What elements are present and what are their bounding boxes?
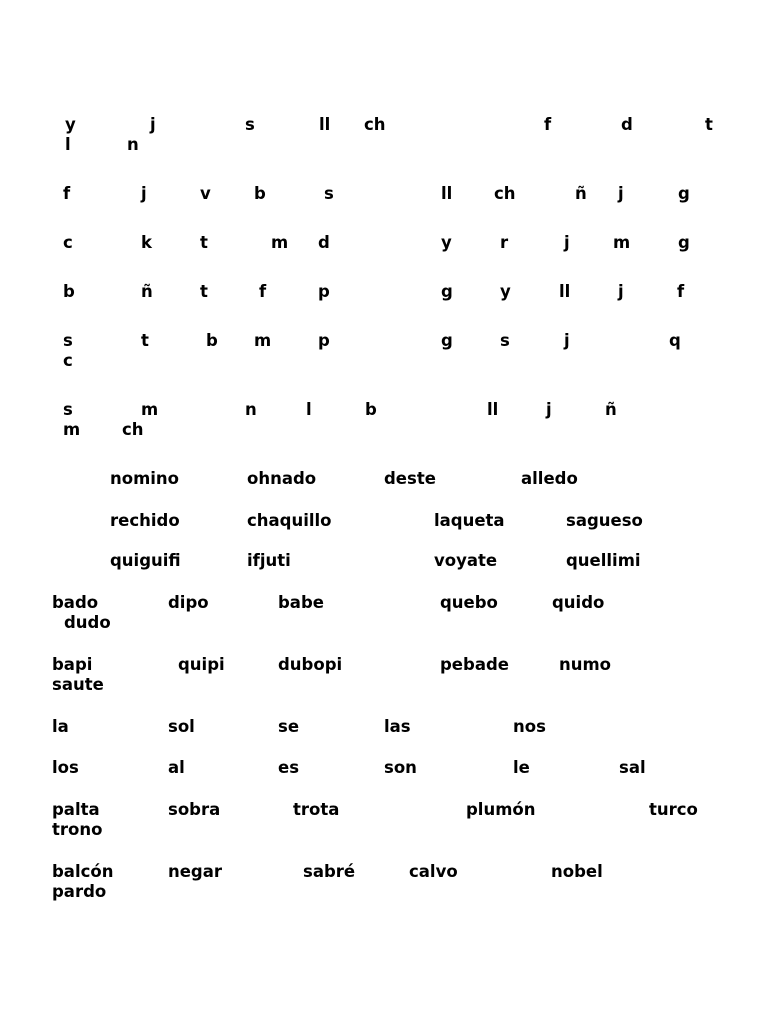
word: bado xyxy=(52,593,99,612)
letter: p xyxy=(318,331,330,350)
word: negar xyxy=(168,862,223,881)
letter: t xyxy=(200,282,208,301)
letter: d xyxy=(318,233,330,252)
letter: d xyxy=(621,115,633,134)
word: pardo xyxy=(52,882,107,901)
letter: n xyxy=(127,135,139,154)
word: trono xyxy=(52,820,103,839)
letter: ll xyxy=(559,282,571,301)
word: la xyxy=(52,717,69,736)
letter: n xyxy=(245,400,257,419)
syllable-word: quiguifi xyxy=(110,551,181,570)
letter: m xyxy=(613,233,631,252)
word: sol xyxy=(168,717,195,736)
word: saute xyxy=(52,675,104,694)
word: bapi xyxy=(52,655,93,674)
word: le xyxy=(513,758,530,777)
word: turco xyxy=(649,800,698,819)
word: los xyxy=(52,758,79,777)
syllable-word: alledo xyxy=(521,469,578,488)
letter: t xyxy=(705,115,713,134)
letter: m xyxy=(63,420,81,439)
word: calvo xyxy=(409,862,458,881)
letter: m xyxy=(271,233,289,252)
letter: y xyxy=(500,282,511,301)
letter: v xyxy=(200,184,211,203)
word: sabré xyxy=(303,862,356,881)
word: es xyxy=(278,758,300,777)
letter: g xyxy=(441,282,453,301)
letter: j xyxy=(141,184,147,203)
letter: k xyxy=(141,233,152,252)
syllable-word: voyate xyxy=(434,551,498,570)
syllable-word: quellimi xyxy=(566,551,641,570)
letter: l xyxy=(65,135,71,154)
word: balcón xyxy=(52,862,114,881)
letter: ll xyxy=(441,184,453,203)
letter: t xyxy=(141,331,149,350)
word: sobra xyxy=(168,800,221,819)
letter: j xyxy=(546,400,552,419)
letter: y xyxy=(65,115,76,134)
letter: ch xyxy=(122,420,144,439)
word: son xyxy=(384,758,417,777)
syllable-word: sagueso xyxy=(566,511,643,530)
letter: j xyxy=(564,331,570,350)
word: las xyxy=(384,717,411,736)
letter: s xyxy=(245,115,255,134)
syllable-word: ohnado xyxy=(247,469,317,488)
letter: b xyxy=(63,282,75,301)
letter: b xyxy=(254,184,266,203)
letter: g xyxy=(678,184,690,203)
letter: ñ xyxy=(141,282,153,301)
word: se xyxy=(278,717,300,736)
letter: r xyxy=(500,233,509,252)
syllable-word: deste xyxy=(384,469,436,488)
letter: s xyxy=(63,400,73,419)
letter: ch xyxy=(494,184,516,203)
word: dudo xyxy=(64,613,111,632)
letter: f xyxy=(677,282,685,301)
syllable-word: chaquillo xyxy=(247,511,332,530)
letter: f xyxy=(63,184,71,203)
letter: l xyxy=(306,400,312,419)
letter: p xyxy=(318,282,330,301)
letter: c xyxy=(63,351,73,370)
word: quido xyxy=(552,593,605,612)
letter: g xyxy=(441,331,453,350)
word: plumón xyxy=(466,800,536,819)
letter: m xyxy=(141,400,159,419)
letter: s xyxy=(500,331,510,350)
letter: y xyxy=(441,233,452,252)
letter: m xyxy=(254,331,272,350)
letter: ñ xyxy=(605,400,617,419)
letter: j xyxy=(564,233,570,252)
word: babe xyxy=(278,593,324,612)
word: trota xyxy=(293,800,340,819)
letter: ñ xyxy=(575,184,587,203)
letter: f xyxy=(259,282,267,301)
letter: q xyxy=(669,331,681,350)
letter: ch xyxy=(364,115,386,134)
letter: b xyxy=(206,331,218,350)
word: pebade xyxy=(440,655,509,674)
letter: f xyxy=(544,115,552,134)
word: sal xyxy=(619,758,646,777)
letter: b xyxy=(365,400,377,419)
letter: t xyxy=(200,233,208,252)
letter: g xyxy=(678,233,690,252)
word: quebo xyxy=(440,593,498,612)
letter: j xyxy=(618,184,624,203)
word: dubopi xyxy=(278,655,343,674)
syllable-word: laqueta xyxy=(434,511,505,530)
letter: ll xyxy=(487,400,499,419)
word: numo xyxy=(559,655,612,674)
letter: j xyxy=(150,115,156,134)
word: dipo xyxy=(168,593,209,612)
word: palta xyxy=(52,800,100,819)
syllable-word: nomino xyxy=(110,469,180,488)
syllable-word: ifjuti xyxy=(247,551,291,570)
letter: s xyxy=(63,331,73,350)
word: al xyxy=(168,758,185,777)
letter: ll xyxy=(319,115,331,134)
syllable-word: rechido xyxy=(110,511,180,530)
letter: s xyxy=(324,184,334,203)
letter: j xyxy=(618,282,624,301)
letter: c xyxy=(63,233,73,252)
word: nobel xyxy=(551,862,603,881)
word: nos xyxy=(513,717,546,736)
word: quipi xyxy=(178,655,225,674)
